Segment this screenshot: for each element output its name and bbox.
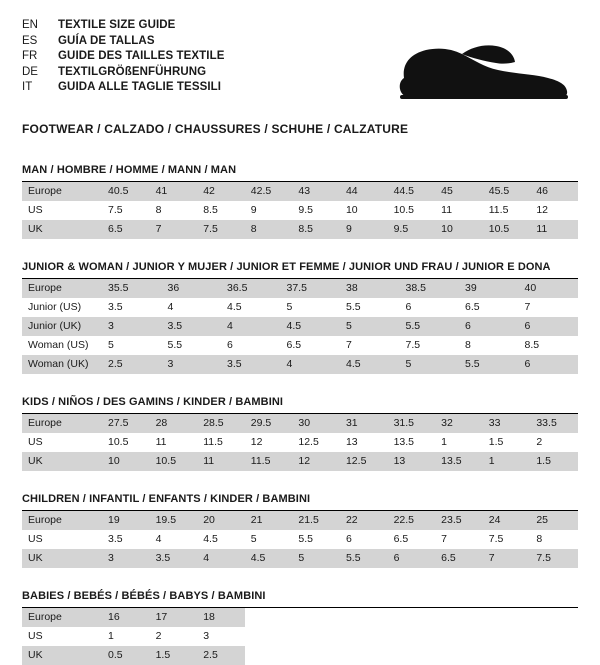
size-cell: 33 (483, 414, 531, 433)
size-cell: 6 (345, 533, 352, 545)
size-cell: 4.5 (203, 533, 218, 545)
row-label: US (28, 533, 43, 545)
size-cell: 16 (102, 608, 150, 627)
size-cell: 13.5 (435, 452, 483, 471)
size-cell: 8.5 (292, 220, 340, 239)
size-cell: 5.5 (346, 301, 361, 313)
size-cell: 27.5 (102, 414, 150, 433)
size-cell: 3.5 (108, 301, 123, 313)
size-cell: 13 (345, 436, 358, 448)
size-cell: 22 (340, 511, 388, 530)
size-cell: 13.5 (393, 436, 414, 448)
size-cell: 46 (530, 182, 578, 201)
block-title: MAN / HOMBRE / HOMME / MANN / MAN (22, 164, 237, 176)
size-cell: 9.5 (298, 204, 313, 216)
size-cell: 38 (340, 279, 400, 298)
size-cell: 3 (102, 549, 150, 568)
size-cell: 1.5 (150, 646, 198, 665)
size-cell: 12 (536, 204, 549, 216)
table-row (22, 414, 578, 433)
row-label: UK (22, 220, 102, 239)
size-cell: 39 (459, 279, 519, 298)
row-label: Europe (22, 414, 102, 433)
table-row (22, 317, 578, 336)
table-row (22, 182, 578, 201)
size-cell: 20 (197, 511, 245, 530)
row-label: Europe (22, 279, 102, 298)
size-cell: 42.5 (245, 182, 293, 201)
size-cell: 4 (197, 549, 245, 568)
size-cell: 43 (292, 182, 340, 201)
empty-cell (245, 627, 578, 646)
size-cell: 21 (245, 511, 293, 530)
size-cell: 5.5 (340, 549, 388, 568)
size-cell: 6 (519, 355, 579, 374)
language-title: GUIDE DES TAILLES TEXTILE (58, 50, 225, 63)
size-cell: 29.5 (245, 414, 293, 433)
size-cell: 6 (388, 549, 436, 568)
empty-cell (245, 608, 578, 627)
size-table-junior-woman (22, 279, 578, 374)
size-cell: 6.5 (435, 549, 483, 568)
size-cell: 12 (292, 452, 340, 471)
size-cell: 5 (340, 317, 400, 336)
size-cell: 1.5 (530, 452, 578, 471)
dress-shoe-icon (388, 38, 570, 104)
size-cell: 38.5 (400, 279, 460, 298)
size-cell: 32 (435, 414, 483, 433)
size-cell: 31.5 (388, 414, 436, 433)
size-cell: 28 (150, 414, 198, 433)
size-block-babies (22, 590, 578, 665)
language-code: FR (22, 50, 38, 63)
size-cell: 3.5 (221, 355, 281, 374)
size-cell: 4 (281, 355, 341, 374)
size-cell: 6.5 (393, 533, 409, 545)
size-cell: 2.5 (102, 355, 162, 374)
size-cell: 30 (292, 414, 340, 433)
size-cell: 31 (340, 414, 388, 433)
table-row (22, 627, 578, 646)
size-cell: 40 (519, 279, 579, 298)
size-cell: 36.5 (221, 279, 281, 298)
language-title: TEXTILGRÖßENFÜHRUNG (58, 65, 207, 78)
size-cell: 40.5 (102, 182, 150, 201)
size-cell: 3.5 (108, 533, 123, 545)
row-label: Woman (US) (28, 339, 89, 351)
size-cell: 5 (108, 339, 114, 351)
size-cell: 7 (524, 301, 531, 313)
size-block-junior-woman (22, 261, 578, 374)
table-row (22, 201, 578, 220)
size-cell: 18 (197, 608, 245, 627)
size-cell: 11.5 (203, 436, 223, 448)
language-title: GUÍA DE TALLAS (58, 34, 155, 47)
language-row (22, 18, 225, 34)
row-label: Woman (UK) (22, 355, 102, 374)
size-cell: 2 (536, 436, 543, 448)
size-block-children (22, 493, 578, 568)
size-cell: 11 (197, 452, 245, 471)
size-cell: 13 (388, 452, 436, 471)
row-label: US (28, 204, 43, 216)
size-cell: 9 (250, 204, 257, 216)
size-cell: 5 (292, 549, 340, 568)
table-row (22, 298, 578, 317)
block-title: JUNIOR & WOMAN / JUNIOR Y MUJER / JUNIOR ET FEMME / JUNIOR UND FRAU / JUNIOR E DONA (22, 261, 551, 273)
size-cell: 6 (459, 317, 519, 336)
size-block-kids (22, 396, 578, 471)
size-cell: 37.5 (281, 279, 341, 298)
size-cell: 17 (150, 608, 198, 627)
size-cell: 4 (155, 533, 162, 545)
size-cell: 42 (197, 182, 245, 201)
block-title: CHILDREN / INFANTIL / ENFANTS / KINDER / BAMBINI (22, 493, 311, 505)
block-title: KIDS / NIÑOS / DES GAMINS / KINDER / BAMBINI (22, 396, 284, 408)
size-cell: 10.5 (150, 452, 198, 471)
size-table-children (22, 511, 578, 568)
size-cell: 12 (250, 436, 263, 448)
row-label: US (28, 630, 43, 642)
size-cell: 8 (465, 339, 471, 351)
size-cell: 9.5 (388, 220, 436, 239)
table-row (22, 549, 578, 568)
size-cell: 8.5 (203, 204, 218, 216)
size-cell: 41 (150, 182, 198, 201)
size-cell: 3.5 (150, 549, 198, 568)
row-label: Junior (UK) (22, 317, 102, 336)
size-cell: 8 (245, 220, 293, 239)
size-cell: 5.5 (400, 317, 460, 336)
language-title: TEXTILE SIZE GUIDE (58, 19, 176, 31)
size-cell: 44.5 (388, 182, 436, 201)
language-row (22, 34, 225, 50)
size-cell: 6.5 (465, 301, 480, 313)
size-cell: 4.5 (227, 301, 242, 313)
empty-cell (245, 646, 578, 665)
size-cell: 6.5 (102, 220, 150, 239)
size-table-man (22, 182, 578, 239)
language-code: EN (22, 19, 38, 31)
size-cell: 7 (150, 220, 198, 239)
table-row (22, 355, 578, 374)
size-cell: 8 (155, 204, 162, 216)
row-label: Junior (US) (28, 301, 82, 313)
size-cell: 19 (102, 511, 150, 530)
size-cell: 19.5 (150, 511, 198, 530)
size-cell: 11 (155, 436, 167, 448)
table-row (22, 336, 578, 355)
language-title-list (22, 18, 225, 96)
language-row (22, 49, 225, 65)
row-label: UK (22, 452, 102, 471)
size-cell: 6.5 (286, 339, 302, 351)
size-cell: 3 (203, 630, 210, 642)
size-cell: 36 (162, 279, 222, 298)
size-cell: 10 (102, 452, 150, 471)
size-cell: 4.5 (340, 355, 400, 374)
size-cell: 45.5 (483, 182, 531, 201)
language-code: IT (22, 81, 33, 94)
row-label: UK (22, 646, 102, 665)
size-cell: 10.5 (108, 436, 129, 448)
size-cell: 11.5 (488, 204, 509, 216)
size-cell: 11.5 (245, 452, 293, 471)
size-cell: 5 (250, 533, 257, 545)
size-cell: 44 (340, 182, 388, 201)
size-cell: 24 (483, 511, 531, 530)
row-label: Europe (22, 182, 102, 201)
size-cell: 5 (400, 355, 460, 374)
size-cell: 35.5 (102, 279, 162, 298)
size-cell: 5 (286, 301, 293, 313)
size-cell: 2 (155, 630, 162, 642)
category-title: FOOTWEAR / CALZADO / CHAUSSURES / SCHUHE / CALZATURE (22, 122, 409, 136)
size-table-kids (22, 414, 578, 471)
size-cell: 3.5 (162, 317, 222, 336)
size-cell: 7.5 (197, 220, 245, 239)
size-table-babies (22, 608, 578, 665)
size-cell: 33.5 (530, 414, 578, 433)
size-cell: 7.5 (108, 204, 123, 216)
size-cell: 28.5 (197, 414, 245, 433)
size-cell: 0.5 (102, 646, 150, 665)
size-cell: 6 (227, 339, 233, 351)
size-cell: 5.5 (167, 339, 183, 351)
table-row (22, 433, 578, 452)
size-cell: 7 (441, 533, 447, 545)
language-row (22, 65, 225, 81)
size-cell: 10 (435, 220, 483, 239)
table-row (22, 608, 578, 627)
size-cell: 7.5 (405, 339, 421, 351)
language-code: DE (22, 65, 38, 78)
table-row (22, 452, 578, 471)
block-title: BABIES / BEBÉS / BÉBÉS / BABYS / BAMBINI (22, 590, 266, 602)
size-cell: 6 (519, 317, 579, 336)
size-cell: 23.5 (435, 511, 483, 530)
size-cell: 10.5 (393, 204, 414, 216)
size-cell: 1 (483, 452, 531, 471)
size-cell: 11 (441, 204, 453, 216)
table-row (22, 220, 578, 239)
size-cell: 8 (536, 533, 543, 545)
size-block-man (22, 164, 578, 239)
size-cell: 25 (530, 511, 578, 530)
language-code: ES (22, 34, 38, 47)
size-cell: 22.5 (388, 511, 436, 530)
size-cell: 7.5 (488, 533, 504, 545)
size-cell: 7 (346, 339, 352, 351)
size-cell: 9 (340, 220, 388, 239)
size-cell: 1 (108, 630, 114, 642)
size-cell: 4.5 (281, 317, 341, 336)
size-cell: 7.5 (530, 549, 578, 568)
row-label: Europe (22, 511, 102, 530)
size-cell: 4.5 (245, 549, 293, 568)
page-header (22, 18, 578, 114)
size-cell: 12.5 (298, 436, 319, 448)
size-cell: 5.5 (298, 533, 313, 545)
size-cell: 4 (221, 317, 281, 336)
row-label: UK (22, 549, 102, 568)
size-cell: 4 (167, 301, 174, 313)
language-row (22, 80, 225, 96)
size-cell: 8.5 (524, 339, 540, 351)
size-cell: 10 (345, 204, 358, 216)
table-row (22, 530, 578, 549)
table-row (22, 511, 578, 530)
table-row (22, 279, 578, 298)
size-cell: 11 (530, 220, 578, 239)
size-cell: 2.5 (197, 646, 245, 665)
row-label: Europe (22, 608, 102, 627)
size-cell: 10.5 (483, 220, 531, 239)
size-cell: 6 (405, 301, 412, 313)
size-cell: 45 (435, 182, 483, 201)
size-cell: 21.5 (292, 511, 340, 530)
table-row (22, 646, 578, 665)
size-cell: 3 (162, 355, 222, 374)
size-cell: 1.5 (488, 436, 504, 448)
size-cell: 1 (441, 436, 447, 448)
language-title: GUIDA ALLE TAGLIE TESSILI (58, 81, 222, 94)
row-label: US (28, 436, 43, 448)
size-cell: 3 (102, 317, 162, 336)
size-cell: 5.5 (459, 355, 519, 374)
size-cell: 7 (483, 549, 531, 568)
size-cell: 12.5 (340, 452, 388, 471)
